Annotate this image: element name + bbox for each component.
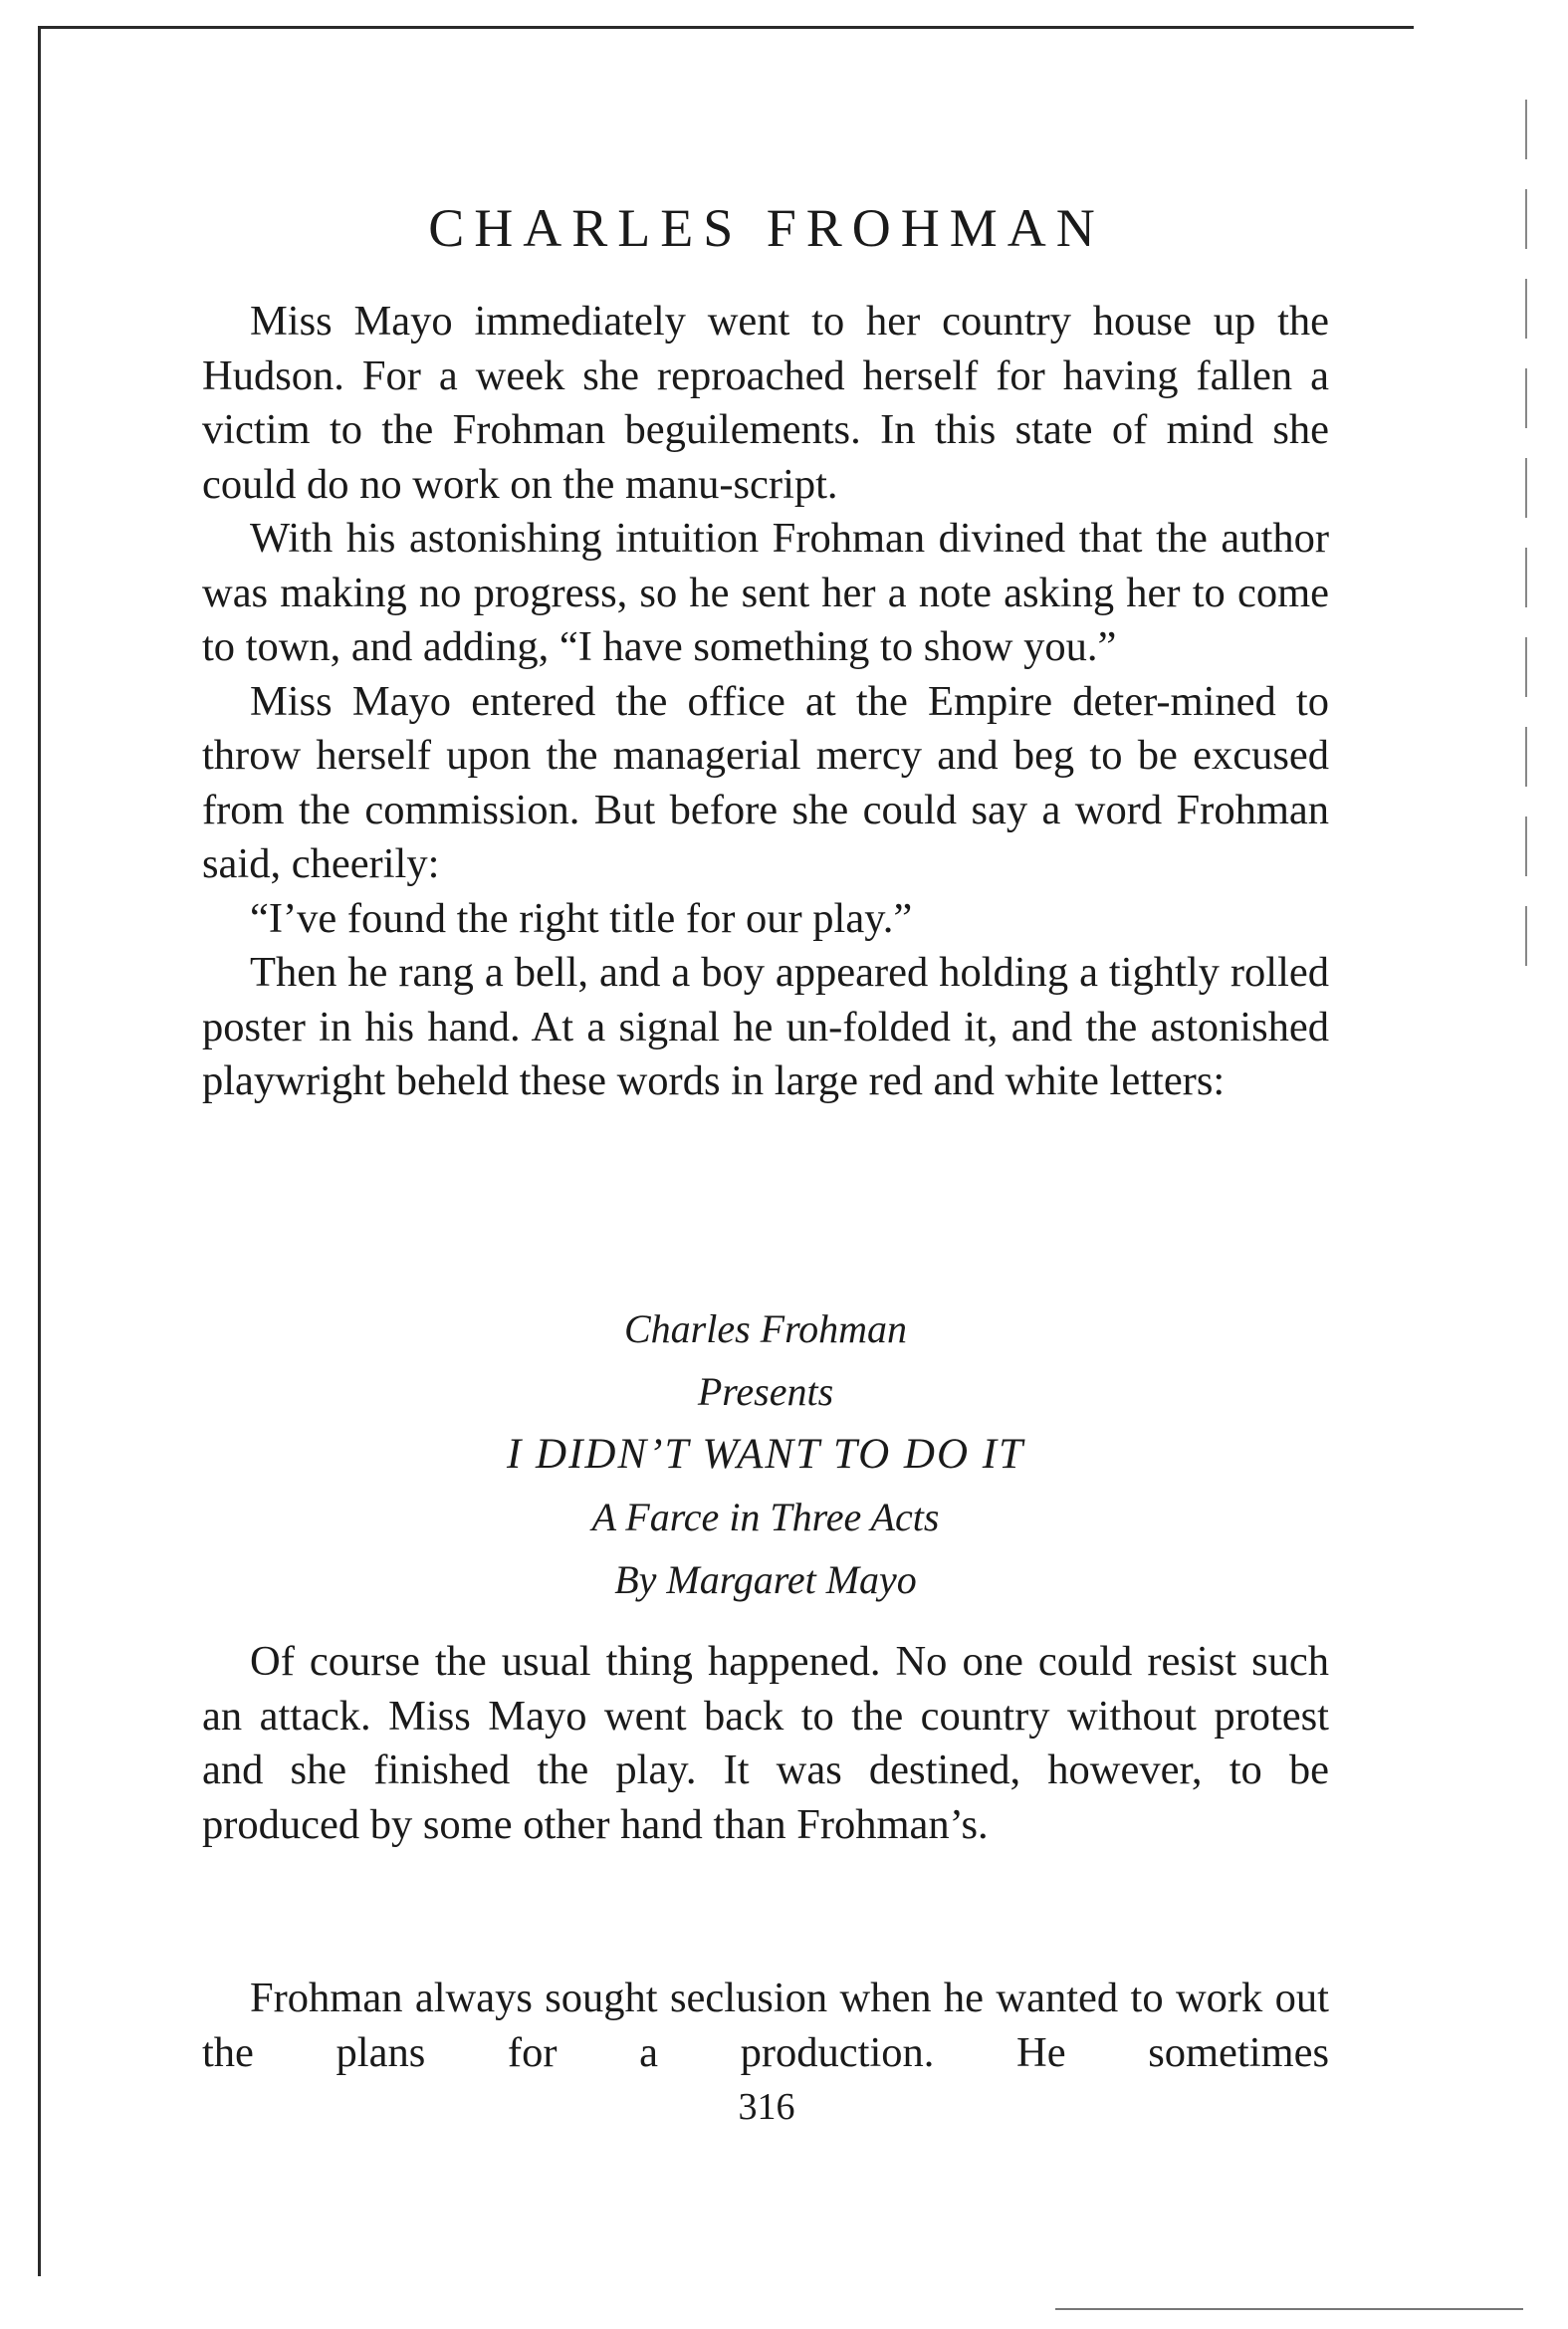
scan-border-right [1525, 100, 1527, 996]
paragraph-3: Miss Mayo entered the office at the Empire deter-mined to throw herself upon the managerial mercy and beg to be excused from the commission. But before she could say a word Frohman said, cheerily: [202, 677, 1329, 887]
paragraph-5: Then he rang a bell, and a boy appeared holding a tightly rolled poster in his hand. At a signal he un-folded it, and the astonished playwright beheld these words in large red and white letters: [202, 949, 1329, 1104]
paragraph-1: Miss Mayo immediately went to her country house up the Hudson. For a week she reproached herself for having fallen a victim to the Frohman beguilements. In this state of mind she could do no work on the manu-script. [202, 298, 1329, 508]
poster-line-genre: A Farce in Three Acts [591, 1495, 940, 1539]
body-text [202, 295, 1329, 1109]
paragraph-7: Frohman always sought seclusion when he wanted to work out the plans for a production. He sometimes [202, 1975, 1329, 2076]
poster-line-presenter: Charles Frohman [623, 1306, 908, 1351]
running-head: CHARLES FROHMAN [428, 198, 1105, 258]
scan-border-left [38, 26, 41, 2276]
paragraph-4: “I’ve found the right title for our play.” [250, 894, 913, 942]
poster-line-presents: Presents [697, 1369, 834, 1414]
body-text-after-poster [202, 1635, 1329, 1852]
scan-border-top [40, 26, 1414, 29]
scan-border-bottom [1055, 2308, 1523, 2310]
poster-text [202, 1297, 1329, 1611]
body-text-final [202, 1972, 1329, 2080]
page-number: 316 [738, 2086, 795, 2128]
poster-line-author: By Margaret Mayo [614, 1557, 917, 1602]
paragraph-6: Of course the usual thing happened. No one could resist such an attack. Miss Mayo went back to the country without protest and she finished the play. It was destined, however, to be produced by some other hand than Frohman’s. [202, 1638, 1329, 1848]
poster-line-title: I DIDN’T WANT TO DO IT [506, 1431, 1025, 1478]
paragraph-2: With his astonishing intuition Frohman divined that the author was making no progress, so he sent her a note asking her to come to town, and adding, “I have something to show you.” [202, 515, 1329, 670]
